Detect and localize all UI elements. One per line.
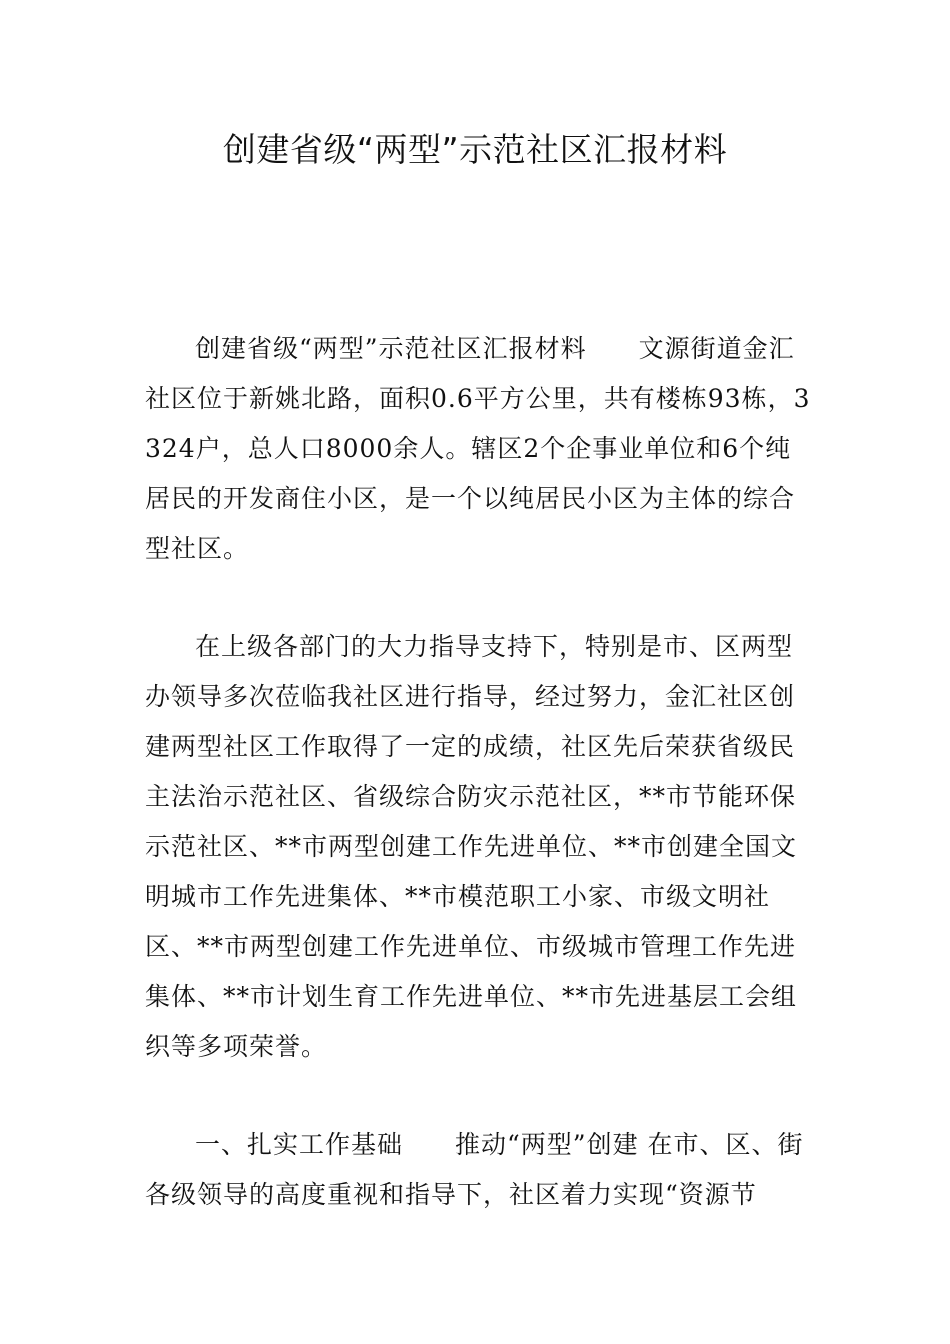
document-title: 创建省级“两型”示范社区汇报材料: [222, 130, 728, 169]
paragraph-section-one: 一、扎实工作基础 推动“两型”创建 在市、区、街各级领导的高度重视和指导下，社区着力实现“资源节: [145, 1130, 804, 1209]
paragraph-honors: 在上级各部门的大力指导支持下，特别是市、区两型办领导多次莅临我社区进行指导，经过努力，金汇社区创建两型社区工作取得了一定的成绩，社区先后荣获省级民主法治示范社区、省级综合防灾示范社区，**市节能环保示范社区、**市两型创建工作先进单位、**市创建全国文明城市工作先进集体、**市模范职工小家、市级文明社区、**市两型创建工作先进单位、市级城市管理工作先进集体、**市计划生育工作先进单位、**市先进基层工会组织等多项荣誉。: [145, 632, 798, 1061]
paragraph-intro: 创建省级“两型”示范社区汇报材料 文源街道金汇社区位于新姚北路，面积0.6平方公里，共有楼栋93栋，3324户，总人口8000余人。辖区2个企事业单位和6个纯居民的开发商住小区，是一个以纯居民小区为主体的综合型社区。: [145, 334, 811, 563]
